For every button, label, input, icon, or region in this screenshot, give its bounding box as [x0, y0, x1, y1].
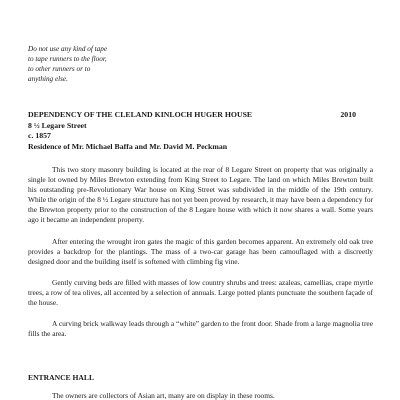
note-line: Do not use any kind of tape [28, 45, 108, 53]
note-line: to other runners or to [28, 65, 91, 73]
entrance-hall-text: The owners are collectors of Asian art, many are on display in these rooms. [52, 391, 275, 400]
property-heading [28, 110, 378, 152]
paragraph-walkway: A curving brick walkway leads through a “white” garden to the front door. Shade from a large magnolia tree fills the area. [28, 319, 373, 339]
property-address: 8 ½ Legare Street [28, 120, 87, 130]
paragraph-garden-beds: Gently curving beds are filled with masses of low country shrubs and trees: azaleas, camellias, crape myrtle trees, a row of tea olives, all accented by a selection of annuals. Large potted plants punctuate the southern façade of the house. [28, 277, 373, 308]
property-date: c. 1857 [28, 131, 51, 140]
note-line: to tape runners to the floor, [28, 55, 107, 63]
paragraph-garden-entry: After entering the wrought iron gates the magic of this garden becomes apparent. An extremely old oak tree provides a backdrop for the plantings. The mass of a two-car garage has been camouflaged with a discreetly designed door and the building itself is softened with climbing fig vine. [28, 236, 373, 266]
paragraph-history: This two story masonry building is located at the rear of 8 Legare Street on property that was originally a single lot owned by Miles Brewton extending from King Street to Legare. The land on which Miles Brewton built his outstanding pre-Revolutionary War house on King Street was subdivided in the middle of the 19th century. While the origin of the 8 ½ Legare structure has not yet been proved by research, it may have been a dependency for the Brewton property prior to the construction of the 8 Legare house with which it now shares a wall. Some years ago it became an independent property. [28, 165, 373, 225]
section-title-entrance-hall: ENTRANCE HALL [28, 373, 95, 382]
note-line: anything else. [28, 75, 68, 83]
description-body [28, 165, 373, 350]
property-residence: Residence of Mr. Michael Baffa and Mr. David M. Peckman [28, 141, 228, 151]
year-label: 2010 [340, 110, 356, 119]
property-title: DEPENDENCY OF THE CLELAND KINLOCH HUGER HOUSE [28, 110, 253, 119]
tape-warning-note [28, 44, 188, 84]
